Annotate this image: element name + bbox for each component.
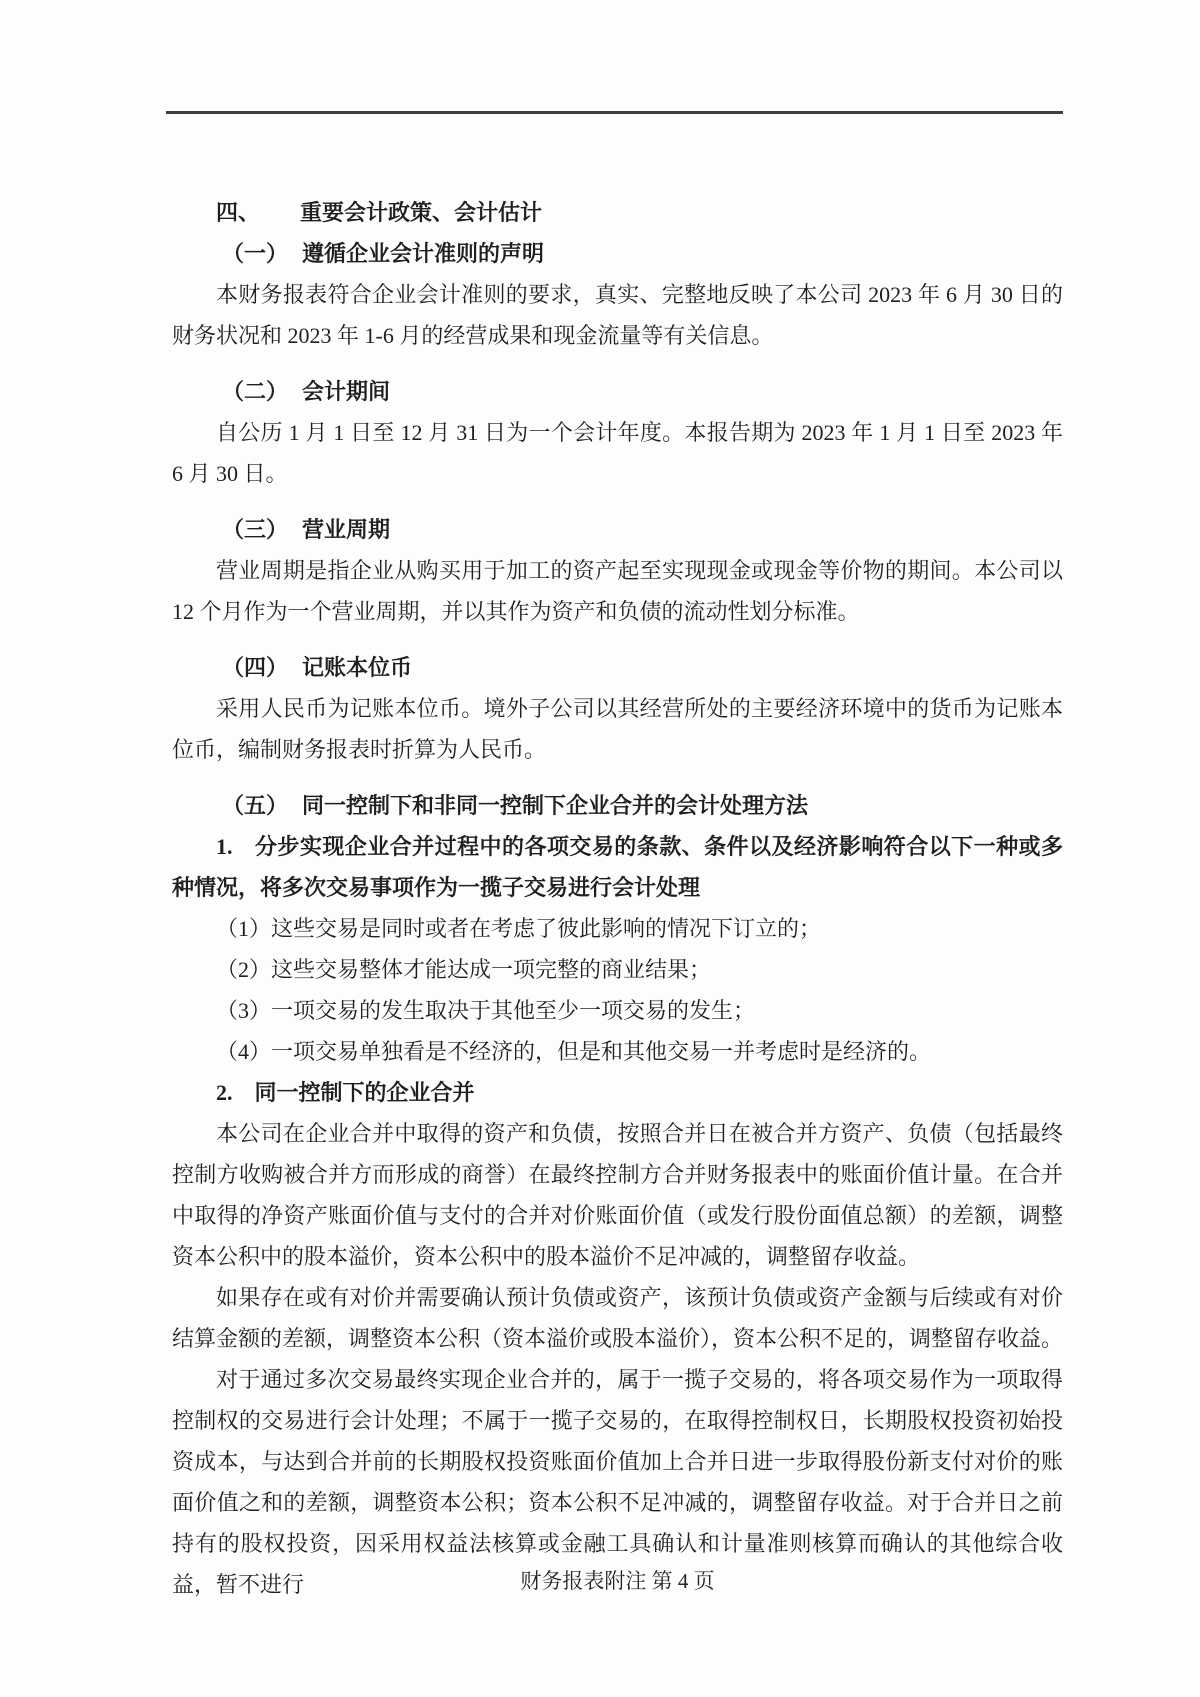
heading-number: 1. <box>216 834 233 859</box>
subsection-heading <box>172 371 1063 412</box>
heading-number: （四） <box>222 655 289 680</box>
list-item: （3）一项交易的发生取决于其他至少一项交易的发生； <box>216 998 756 1023</box>
body-paragraph: 营业周期是指企业从购买用于加工的资产起至实现现金或现金等价物的期间。本公司以 12 个月作为一个营业周期，并以其作为资产和负债的流动性划分标准。 <box>172 558 1063 624</box>
list-item: （2）这些交易整体才能达成一项完整的商业结果； <box>216 957 712 982</box>
list-item: （1）这些交易是同时或者在考虑了彼此影响的情况下订立的； <box>216 916 822 941</box>
subsection-heading <box>172 785 1063 826</box>
header-rule <box>166 111 1063 114</box>
body-paragraph: 如果存在或有对价并需要确认预计负债或资产，该预计负债或资产金额与后续或有对价结算金额的差额，调整资本公积（资本溢价或股本溢价），资本公积不足的，调整留存收益。 <box>172 1285 1064 1351</box>
body-paragraph: 采用人民币为记账本位币。境外子公司以其经营所处的主要经济环境中的货币为记账本位币，编制财务报表时折算为人民币。 <box>172 696 1063 762</box>
heading-title: 遵循企业会计准则的声明 <box>302 241 545 266</box>
heading-number: （三） <box>222 517 289 542</box>
heading-title: 营业周期 <box>302 517 391 542</box>
numbered-clause-heading <box>172 1072 1063 1113</box>
numbered-clause-heading <box>172 826 1063 908</box>
body-paragraph: 本公司在企业合并中取得的资产和负债，按照合并日在被合并方资产、负债（包括最终控制方收购被合并方而形成的商誉）在最终控制方合并财务报表中的账面价值计量。在合并中取得的净资产账面价值与支付的合并对价账面价值（或发行股份面值总额）的差额，调整资本公积中的股本溢价，资本公积中的股本溢价不足冲减的，调整留存收益。 <box>172 1121 1063 1269</box>
heading-number: （二） <box>222 379 289 404</box>
section-heading <box>172 192 1063 233</box>
heading-number: 四、 <box>216 200 261 225</box>
body-paragraph: 对于通过多次交易最终实现企业合并的，属于一揽子交易的，将各项交易作为一项取得控制权的交易进行会计处理；不属于一揽子交易的，在取得控制权日，长期股权投资初始投资成本，与达到合并前的长期股权投资账面价值加上合并日进一步取得股份新支付对价的账面价值之和的差额，调整资本公积；资本公积不足冲减的，调整留存收益。对于合并日之前持有的股权投资，因采用权益法核算或金融工具确认和计量准则核算而确认的其他综合收益，暂不进行 <box>172 1367 1063 1597</box>
list-item: （4）一项交易单独看是不经济的，但是和其他交易一并考虑时是经济的。 <box>216 1039 932 1064</box>
body-paragraph: 自公历 1 月 1 日至 12 月 31 日为一个会计年度。本报告期为 2023 年 1 月 1 日至 2023 年 6 月 30 日。 <box>172 420 1063 486</box>
clause-text: 分步实现企业合并过程中的各项交易的条款、条件以及经济影响符合以下一种或多种情况，将多次交易事项作为一揽子交易进行会计处理 <box>172 834 1063 900</box>
subsection-heading <box>172 233 1063 274</box>
document-body <box>172 192 1063 1605</box>
heading-title: 重要会计政策、会计估计 <box>300 200 543 225</box>
heading-title: 记账本位币 <box>302 655 413 680</box>
heading-number: 2. <box>216 1080 233 1105</box>
subsection-heading <box>172 509 1063 550</box>
heading-number: （五） <box>222 793 289 818</box>
page-footer: 财务报表附注 第 4 页 <box>520 1569 715 1593</box>
heading-title: 同一控制下和非同一控制下企业合并的会计处理方法 <box>302 793 809 818</box>
heading-number: （一） <box>222 241 289 266</box>
body-paragraph: 本财务报表符合企业会计准则的要求，真实、完整地反映了本公司 2023 年 6 月 30 日的财务状况和 2023 年 1-6 月的经营成果和现金流量等有关信息。 <box>172 282 1063 348</box>
subsection-heading <box>172 647 1063 688</box>
clause-text: 同一控制下的企业合并 <box>254 1080 475 1105</box>
heading-title: 会计期间 <box>302 379 391 404</box>
